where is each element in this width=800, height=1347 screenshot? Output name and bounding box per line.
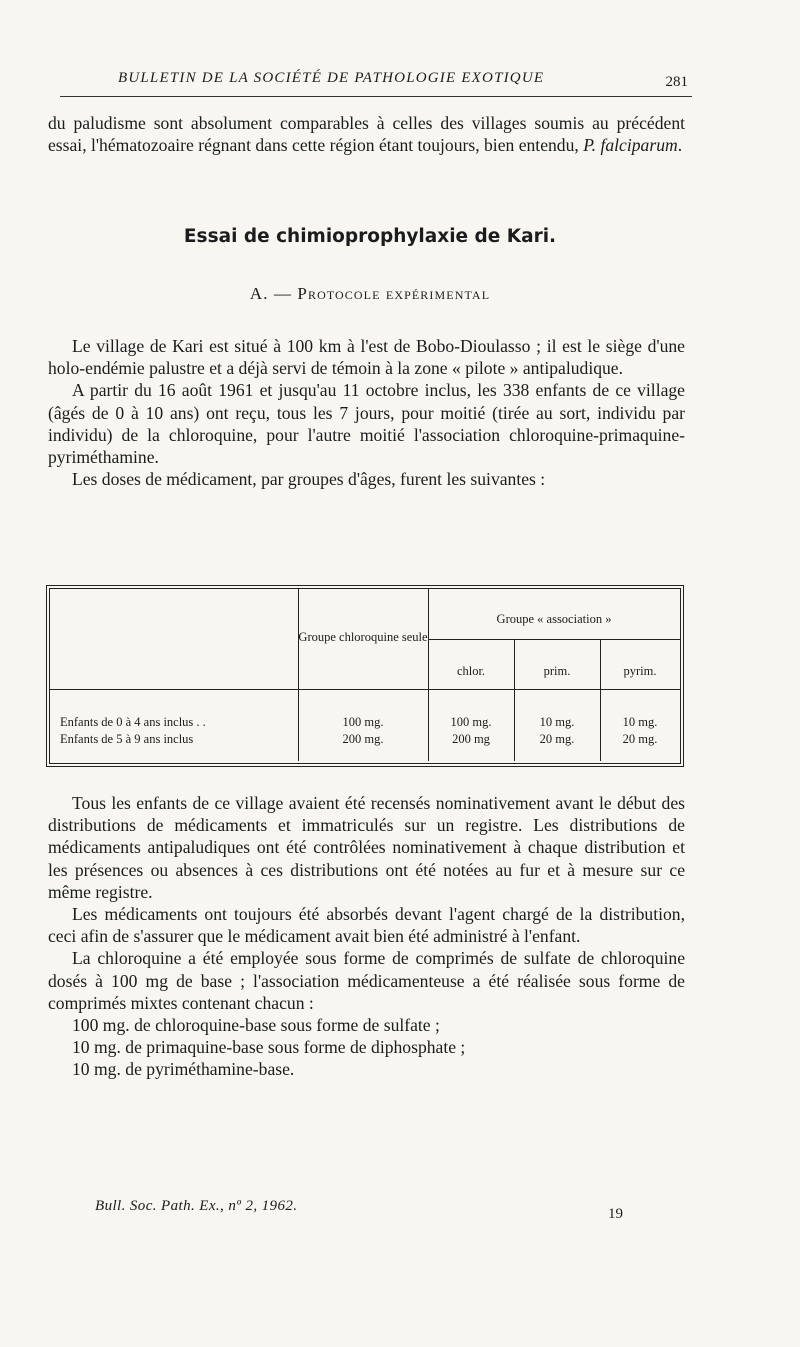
subheader-chlor: chlor. [456,664,486,678]
table-divider [428,639,680,640]
paragraph: Les médicaments ont toujours été absorbés devant l'agent chargé de la distribution, ceci afin de s'assurer que le médicament avait bien été administré à l'enfant. [48,904,685,947]
composition-item: 10 mg. de pyriméthamine-base. [72,1059,295,1080]
section-title: Essai de chimioprophylaxie de Kari. [183,226,557,247]
running-header [60,66,692,97]
table-inner-frame [49,588,681,764]
paragraph: Le village de Kari est situé à 100 km à l'est de Bobo-Dioulasso ; il est le siège d'une holo-endémie palustre et a déjà servi de témoin à la zone « pilote » antipaludique. [48,336,685,379]
procedure-text [48,792,685,1081]
cell-chloro-seule: 200 mg. [342,732,384,746]
cell-pyrim: 10 mg. [622,715,658,729]
row-label: Enfants de 5 à 9 ans inclus [60,732,194,746]
intro-text-end: . [677,135,683,156]
paragraph: A partir du 16 août 1961 et jusqu'au 11 octobre inclus, les 338 enfants de ce village (âgés de 0 à 10 ans) ont reçu, tous les 7 jours, pour moitié (tirée au sort, individu par individu) de la chloroquine, pour l'autre moitié l'association chloroquine-primaquine-pyriméthamine. [48,380,685,468]
cell-prim: 20 mg. [539,732,575,746]
subsection-letter: A. — [249,284,298,303]
cell-chlor: 100 mg. [450,715,492,729]
paragraph: La chloroquine a été employée sous forme de comprimés de sulfate de chloroquine dosés à 100 mg de base ; l'association médicamenteuse a été réalisée sous forme de comprimés mixtes contenant chacun : [48,948,685,1013]
header-chloroquine-seule: Groupe chloroquine seule [298,630,428,644]
composition-item: 100 mg. de chloroquine-base sous forme de sulfate ; [72,1015,440,1036]
subheader-prim: prim. [543,664,571,678]
intro-text: du paludisme sont absolument comparables à celles des villages soumis au précédent essai, l'hématozoaire régnant dans cette région étant toujours, bien entendu, [48,113,685,156]
intro-paragraph [48,112,685,156]
cell-pyrim: 20 mg. [622,732,658,746]
cell-chlor: 200 mg [452,732,490,746]
subsection-title: Protocole expérimental [297,284,491,303]
species-name: P. falciparum [583,135,678,156]
dosage-table [46,585,684,767]
protocol-text [48,335,685,490]
cell-chloro-seule: 100 mg. [342,715,384,729]
journal-title: BULLETIN DE LA SOCIÉTÉ DE PATHOLOGIE EXOTIQUE [118,70,545,86]
subsection-heading [0,284,740,304]
cell-prim: 10 mg. [539,715,575,729]
signature-number: 19 [608,1206,623,1222]
subheader-pyrim: pyrim. [623,664,657,678]
row-label: Enfants de 0 à 4 ans inclus . . [60,715,206,729]
paragraph: Les doses de médicament, par groupes d'âges, furent les suivantes : [72,469,546,490]
paragraph: Tous les enfants de ce village avaient été recensés nominativement avant le début des distributions de médicaments et immatriculés sur un registre. Les distributions de médicaments antipaludiques ont été contrôlées nominativement à chaque distribution et les présences ou absences à ces distributions ont été notées au fur et à mesure sur ce même registre. [48,793,685,902]
journal-citation: Bull. Soc. Path. Ex., nº 2, 1962. [95,1198,298,1214]
table-divider [50,689,680,690]
page-number: 281 [665,74,688,90]
header-association: Groupe « association » [496,612,612,626]
composition-item: 10 mg. de primaquine-base sous forme de diphosphate ; [72,1037,466,1058]
